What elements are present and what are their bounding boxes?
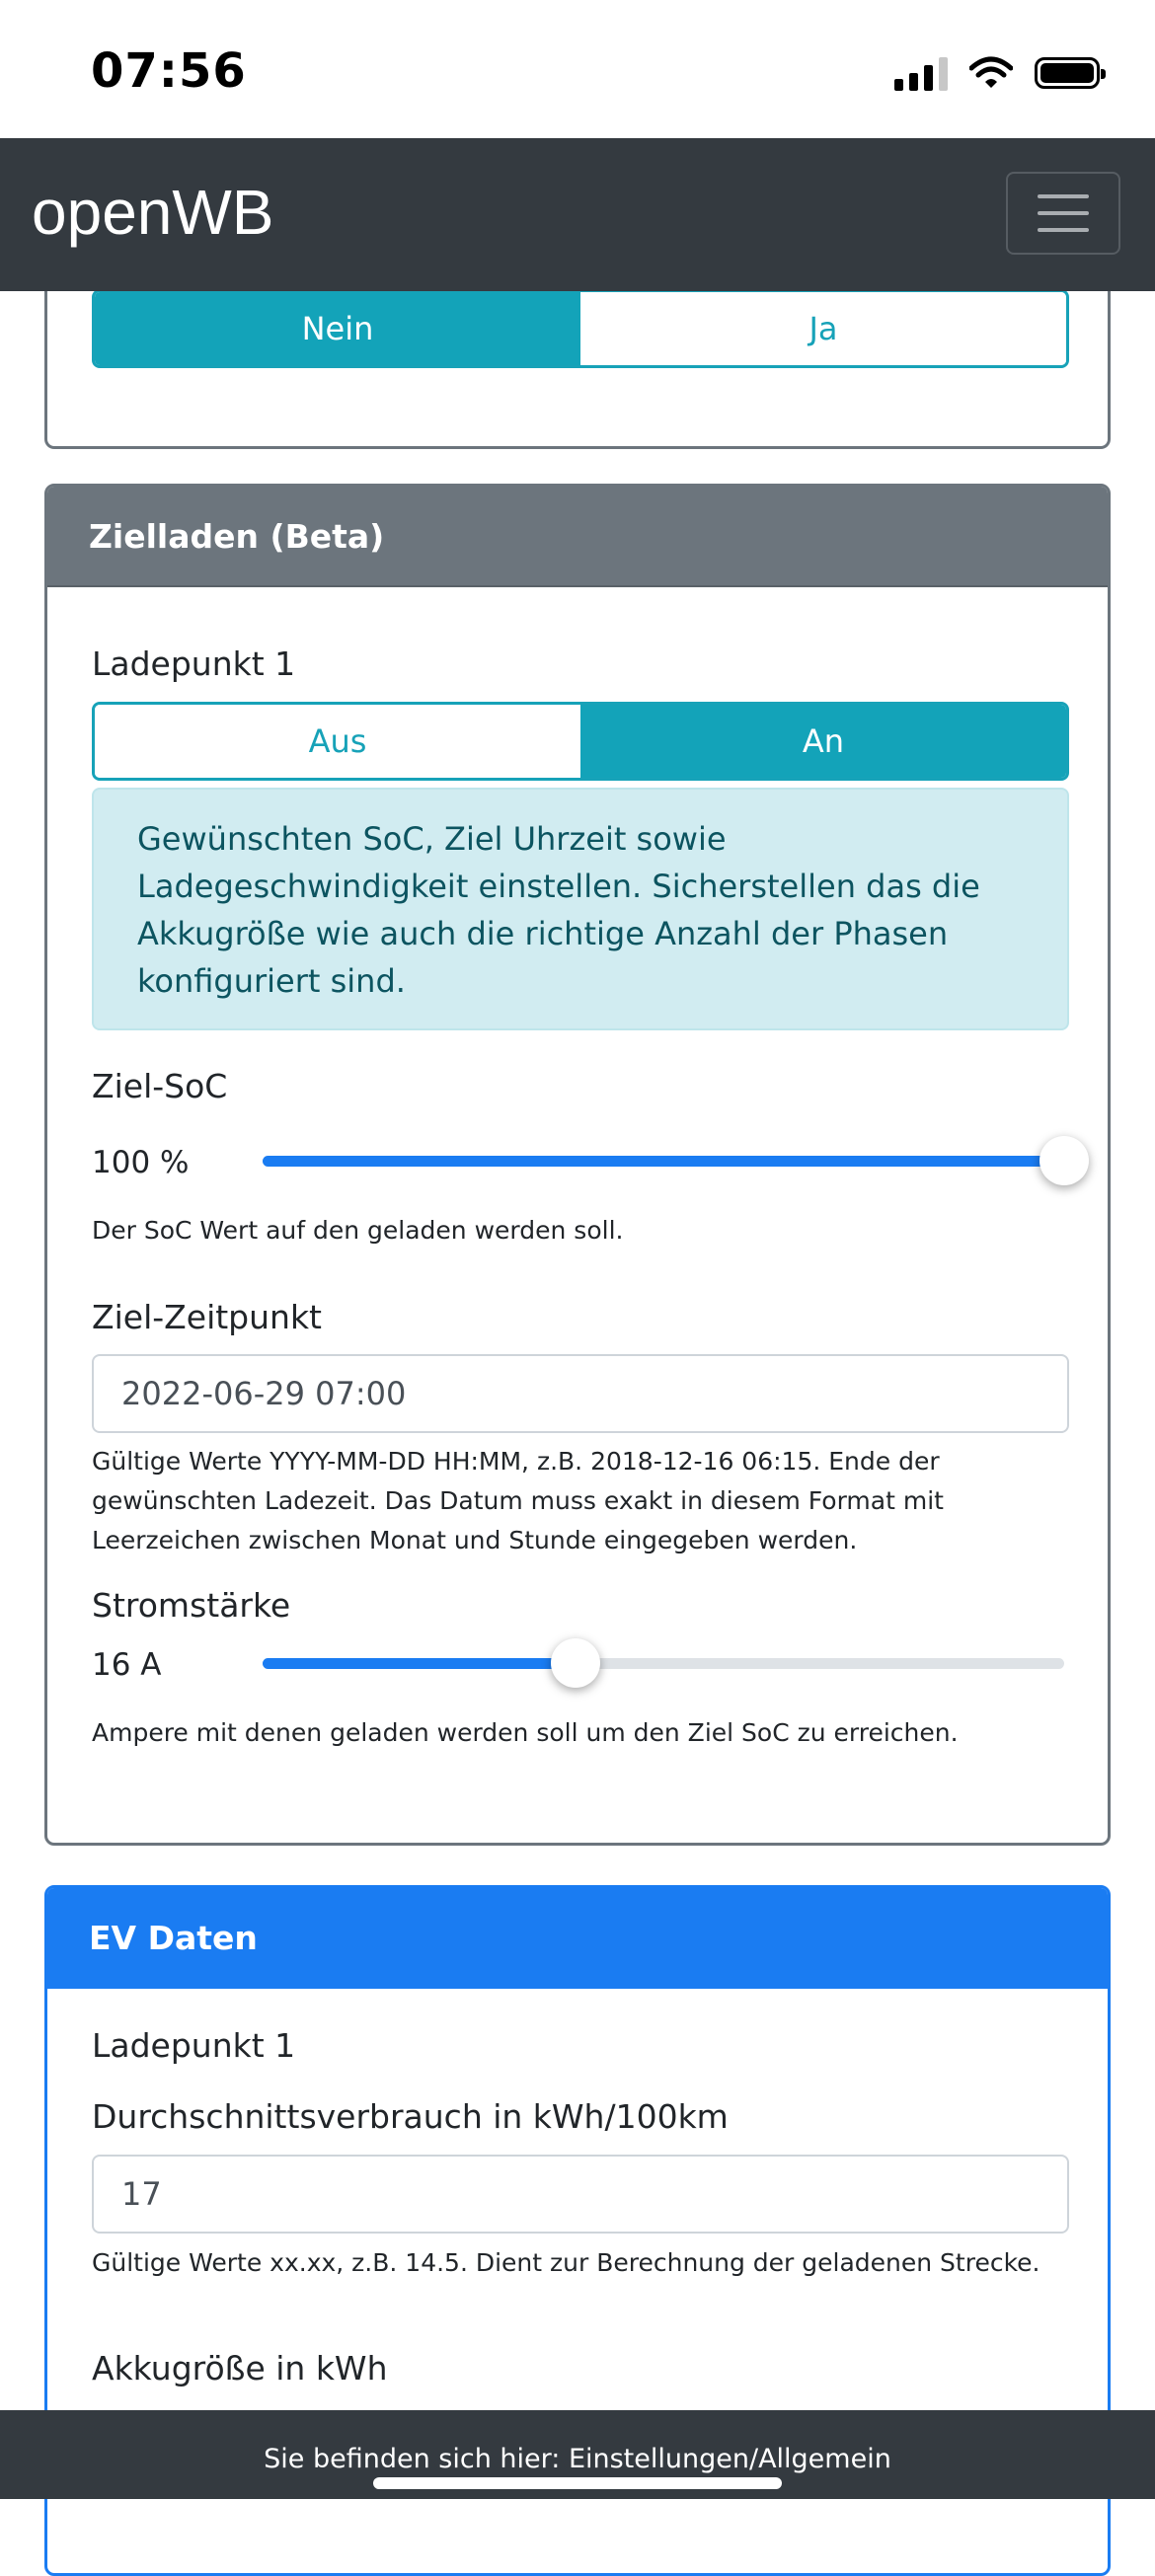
hamburger-icon [1038, 194, 1089, 198]
time-label: Ziel-Zeitpunkt [92, 1298, 322, 1336]
footer [0, 2410, 1155, 2499]
current-slider-thumb[interactable] [551, 1638, 600, 1688]
soc-label: Ziel-SoC [92, 1067, 228, 1105]
soc-help: Der SoC Wert auf den geladen werden soll. [92, 1216, 624, 1245]
time-help: Gültige Werte YYYY-MM-DD HH:MM, z.B. 2018-12-16 06:15. Ende der gewünschten Ladezeit. Das Datum muss exakt in diesem Format mit Leerzeichen zwischen Monat und Stunde eingegeben werden. [92, 1447, 944, 1554]
zielladen-toggle [92, 702, 1069, 781]
ev-daten-title: EV Daten [47, 1888, 1108, 1989]
cellular-signal-icon [894, 55, 948, 91]
status-icons [894, 51, 1100, 95]
ev-lp-label: Ladepunkt 1 [92, 2026, 296, 2065]
wifi-icon [969, 56, 1013, 90]
soc-value: 100 % [92, 1145, 190, 1180]
zielladen-lp-label: Ladepunkt 1 [92, 644, 296, 683]
current-slider-fill [263, 1658, 576, 1669]
current-slider[interactable] [263, 1658, 1064, 1669]
zielladen-card [44, 484, 1111, 1846]
battery-icon [1035, 57, 1100, 89]
soc-slider-fill [263, 1156, 1064, 1167]
status-bar [0, 0, 1155, 138]
soc-slider[interactable] [263, 1156, 1064, 1167]
navbar [0, 138, 1155, 291]
off-button[interactable]: Aus [95, 705, 580, 778]
current-value: 16 A [92, 1647, 162, 1683]
consumption-input[interactable]: 17 [92, 2155, 1069, 2234]
consumption-help: Gültige Werte xx.xx, z.B. 14.5. Dient zur Berechnung der geladenen Strecke. [92, 2248, 1040, 2277]
brand-logo[interactable]: openWB [32, 177, 274, 248]
target-time-input[interactable]: 2022-06-29 07:00 [92, 1354, 1069, 1433]
info-alert: Gewünschten SoC, Ziel Uhrzeit sowie Ladegeschwindigkeit einstellen. Sicherstellen das die Akkugröße wie auch die richtige Anzahl der Phasen konfiguriert sind. [92, 788, 1069, 1030]
yes-no-toggle [92, 289, 1069, 368]
zielladen-title: Zielladen (Beta) [47, 487, 1108, 587]
soc-slider-thumb[interactable] [1040, 1136, 1089, 1185]
current-help: Ampere mit denen geladen werden soll um den Ziel SoC zu erreichen. [92, 1718, 959, 1747]
yes-button[interactable]: Ja [580, 292, 1066, 365]
menu-toggle-button[interactable] [1006, 172, 1120, 255]
status-time: 07:56 [91, 43, 247, 99]
home-indicator[interactable] [373, 2477, 782, 2489]
no-button[interactable]: Nein [95, 292, 580, 365]
breadcrumb: Sie befinden sich hier: Einstellungen/Allgemein [264, 2444, 891, 2474]
current-label: Stromstärke [92, 1586, 291, 1625]
on-button[interactable]: An [580, 705, 1066, 778]
consumption-label: Durchschnittsverbrauch in kWh/100km [92, 2097, 729, 2136]
battery-size-label: Akkugröße in kWh [92, 2349, 388, 2387]
